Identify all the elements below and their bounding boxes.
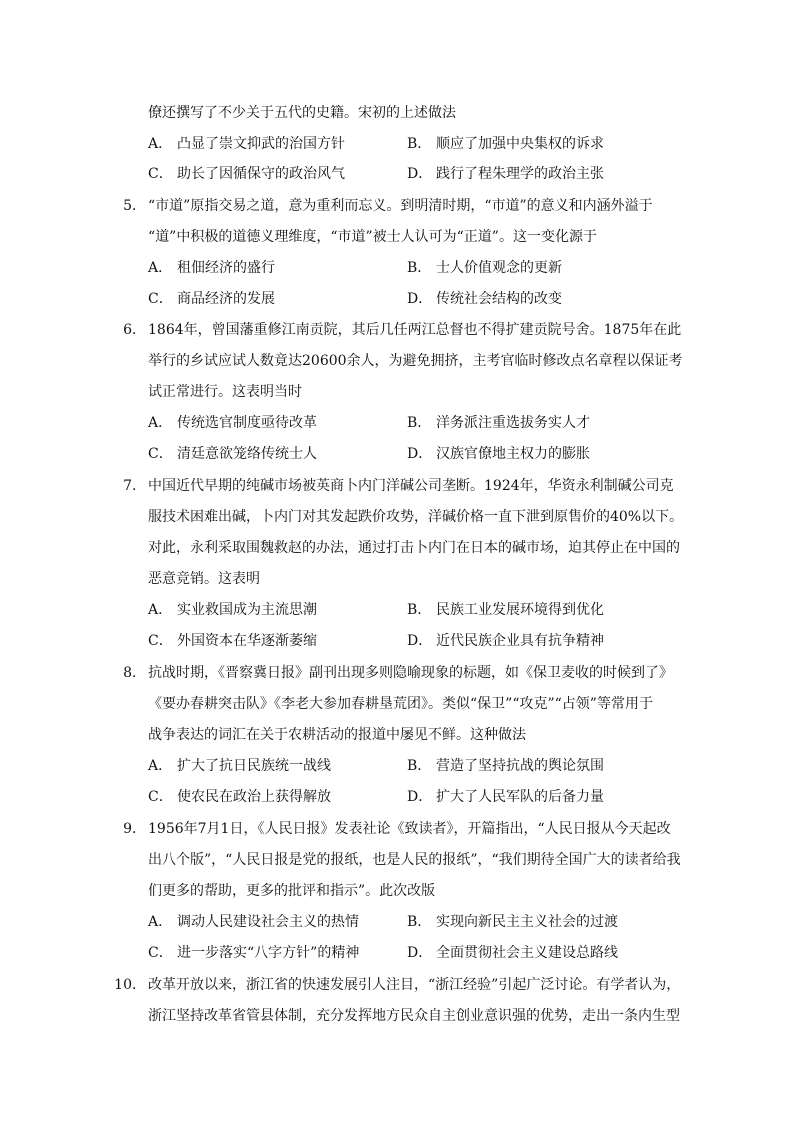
- q9-option-c: C． 进一步落实“八字方针”的精神: [148, 945, 360, 961]
- q5-option-a: A． 租佃经济的盛行: [148, 260, 275, 276]
- q7-option-a: A． 实业救国成为主流思潮: [148, 602, 317, 618]
- question-number: 9．: [123, 821, 146, 837]
- q6-option-a: A． 传统选官制度亟待改革: [148, 415, 317, 431]
- q4-option-d: D． 践行了程朱理学的政治主张: [407, 166, 604, 182]
- question-stem-line: 浙江坚持改革省管县体制，充分发挥地方民众自主创业意识强的优势，走出一条内生型: [148, 1008, 680, 1024]
- q7-option-b: B． 民族工业发展环境得到优化: [407, 602, 604, 618]
- q6-option-c: C． 清廷意欲笼络传统士人: [148, 446, 317, 462]
- question-stem-line: “市道”原指交易之道，意为重利而忘义。到明清时期，“市道”的意义和内涵外溢于: [148, 198, 653, 214]
- q4-option-a: A． 凸显了崇文抑武的治国方针: [148, 136, 345, 152]
- q6-option-b: B． 洋务派注重选拔务实人才: [407, 415, 590, 431]
- q9-option-a: A． 调动人民建设社会主义的热情: [148, 914, 359, 930]
- question-stem-line: 出八个版”，“人民日报是党的报纸，也是人民的报纸”，“我们期待全国广大的读者给我: [148, 852, 681, 868]
- question-stem-line: 抗战时期，《晋察冀日报》副刊出现多则隐喻现象的标题，如《保卫麦收的时候到了》: [148, 665, 673, 681]
- question-stem-line: 服技术困难出碱，卜内门对其发起跌价攻势，洋碱价格一直下泄到原售价的40%以下。: [148, 509, 684, 525]
- question-number: 10．: [114, 977, 146, 993]
- q7-option-d: D． 近代民族企业具有抗争精神: [407, 633, 604, 649]
- question-number: 7．: [123, 478, 146, 494]
- question-number: 6．: [123, 322, 146, 338]
- q8-option-d: D． 扩大了人民军队的后备力量: [407, 789, 604, 805]
- q7-option-c: C． 外国资本在华逐渐萎缩: [148, 633, 317, 649]
- question-number: 8．: [123, 665, 146, 681]
- question-stem-line: 恶意竞销。这表明: [148, 571, 260, 587]
- q8-option-a: A． 扩大了抗日民族统一战线: [148, 758, 331, 774]
- q9-option-b: B． 实现向新民主主义社会的过渡: [407, 914, 618, 930]
- q8-option-b: B． 营造了坚持抗战的舆论氛围: [407, 758, 604, 774]
- q4-option-c: C． 助长了因循保守的政治风气: [148, 166, 345, 182]
- q5-option-b: B． 士人价值观念的更新: [407, 260, 562, 276]
- q6-option-d: D． 汉族官僚地主权力的膨胀: [407, 446, 590, 462]
- question-stem-line: 中国近代早期的纯碱市场被英商卜内门洋碱公司垄断。1924年，华资永利制碱公司克: [148, 478, 674, 494]
- q5-option-c: C． 商品经济的发展: [148, 291, 275, 307]
- question-stem-line: “道”中积极的道德义理维度，“市道”被士人认可为“正道”。这一变化源于: [148, 229, 597, 245]
- question-number: 5．: [123, 198, 146, 214]
- q9-option-d: D． 全面贯彻社会主义建设总路线: [407, 945, 618, 961]
- question-stem-line: 《要办春耕突击队》《李老大参加春耕垦荒团》。类似“保卫”“攻克”“占领”等常用于: [148, 696, 653, 712]
- question-stem-line: 战争表达的词汇在关于农耕活动的报道中屡见不鲜。这种做法: [148, 727, 526, 743]
- q5-option-d: D． 传统社会结构的改变: [407, 291, 562, 307]
- question-stem-line: 对此，永利采取围魏救赵的办法，通过打击卜内门在日本的碱市场，迫其停止在中国的: [148, 540, 680, 556]
- question-stem-line: 们更多的帮助，更多的批评和指示”。此次改版: [148, 883, 436, 899]
- q4-option-b: B． 顺应了加强中央集权的诉求: [407, 136, 604, 152]
- q8-option-c: C． 使农民在政治上获得解放: [148, 789, 331, 805]
- question-stem-line: 1956年7月1日，《人民日报》发表社论《致读者》，开篇指出，“人民日报从今天起改: [148, 821, 671, 837]
- question-stem-line: 1864年，曾国藩重修江南贡院，其后几任两江总督也不得扩建贡院号舍。1875年在此: [148, 322, 682, 338]
- question-stem-line: 改革开放以来，浙江省的快速发展引人注目，“浙江经验”引起广泛讨论。有学者认为，: [148, 977, 681, 993]
- question-4-stem-tail: 僚还撰写了不少关于五代的史籍。宋初的上述做法: [148, 105, 456, 121]
- question-stem-line: 试正常进行。这表明当时: [148, 384, 302, 400]
- question-stem-line: 举行的乡试应试人数竟达20600余人，为避免拥挤，主考官临时修改点名章程以保证考: [148, 353, 683, 369]
